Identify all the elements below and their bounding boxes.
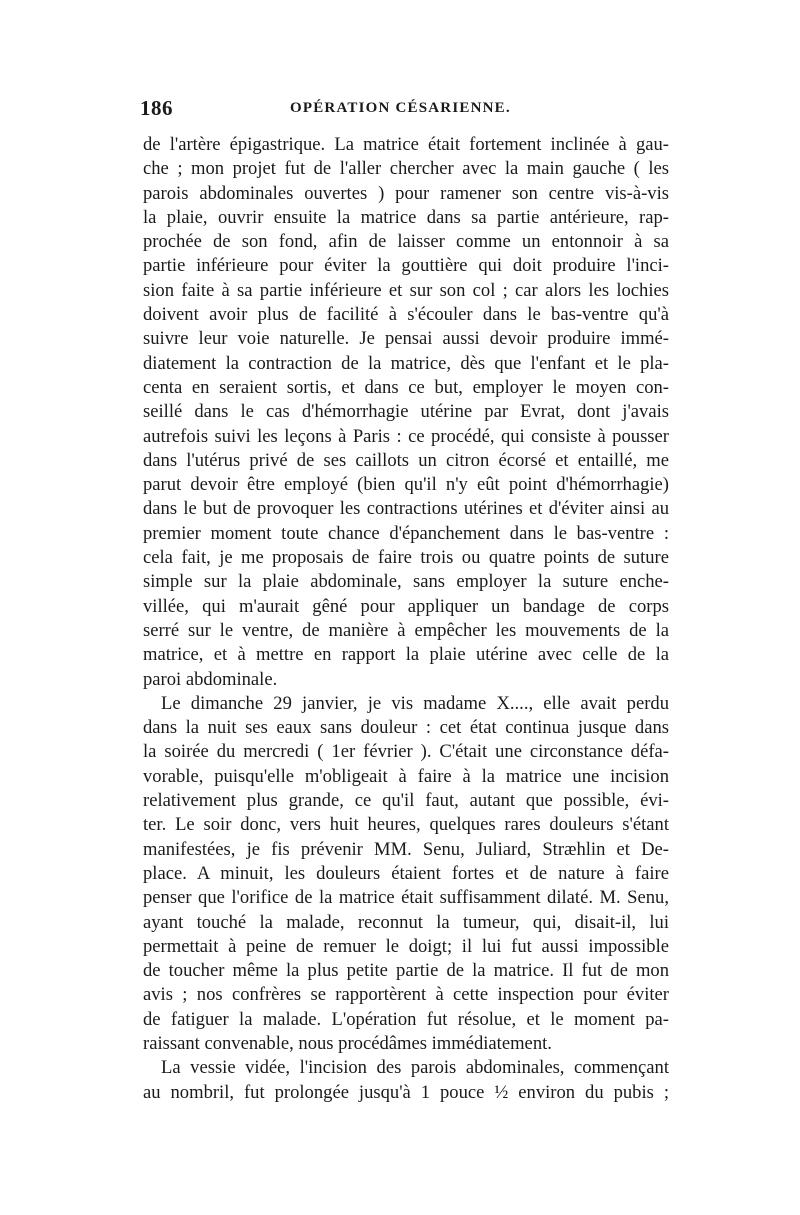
text-line: la plaie, ouvrir ensuite la matrice dans sa partie antérieure, rap- [143,206,669,228]
text-line: la soirée du mercredi ( 1er février ). C'était une circonstance défa- [143,741,669,763]
text-line: autrefois suivi les leçons à Paris : ce procédé, qui consiste à pousser [143,425,669,447]
text-line: parois abdominales ouvertes ) pour ramener son centre vis-à-vis [143,182,669,204]
text-line: avis ; nos confrères se rapportèrent à cette inspection pour éviter [143,984,669,1006]
text-line: vorable, puisqu'elle m'obligeait à faire à la matrice une incision [143,765,669,787]
text-line: che ; mon projet fut de l'aller chercher avec la main gauche ( les [143,158,669,180]
paragraph-end-line: paroi abdominale. [143,668,278,690]
body-text [143,133,669,1105]
text-line: cela fait, je me proposais de faire trois ou quatre points de suture [143,547,669,569]
text-line: seillé dans le cas d'hémorrhagie utérine par Evrat, dont j'avais [143,401,669,423]
running-title: OPÉRATION CÉSARIENNE. [290,100,511,116]
text-line: matrice, et à mettre en rapport la plaie utérine avec celle de la [143,644,669,666]
text-line: dans la nuit ses eaux sans douleur : cet état continua jusque dans [143,717,669,739]
paragraph-end-line: raissant convenable, nous procédâmes immédiatement. [143,1032,552,1054]
text-line: simple sur la plaie abdominale, sans employer la suture enche- [143,571,669,593]
text-line: diatement la contraction de la matrice, dès que l'enfant et le pla- [143,352,669,374]
text-line: sion faite à sa partie inférieure et sur son col ; car alors les lochies [143,279,669,301]
text-line: penser que l'orifice de la matrice était suffisamment dilaté. M. Senu, [143,887,669,909]
paragraph-start-line: Le dimanche 29 janvier, je vis madame X...., elle avait perdu [161,692,669,714]
text-line: suivre leur voie naturelle. Je pensai aussi devoir produire immé- [143,328,669,350]
text-line: au nombril, fut prolongée jusqu'à 1 pouce ½ environ du pubis ; [143,1081,669,1103]
text-line: doivent avoir plus de facilité à s'écouler dans le bas-ventre qu'à [143,304,669,326]
text-line: prochée de son fond, afin de laisser comme un entonnoir à sa [143,231,669,253]
text-line: villée, qui m'aurait gêné pour appliquer un bandage de corps [143,595,669,617]
text-line: centa en seraient sortis, et dans ce but, employer le moyen con- [143,376,669,398]
text-line: permettait à peine de remuer le doigt; il lui fut aussi impossible [143,935,669,957]
text-line: de fatiguer la malade. L'opération fut résolue, et le moment pa- [143,1008,669,1030]
text-line: de l'artère épigastrique. La matrice était fortement inclinée à gau- [143,134,669,155]
text-line: premier moment toute chance d'épanchement dans le bas-ventre : [143,522,669,544]
text-line: place. A minuit, les douleurs étaient fortes et de nature à faire [143,862,669,884]
text-line: parut devoir être employé (bien qu'il n'y eût point d'hémorrhagie) [143,474,669,496]
page-header [140,96,670,126]
text-line: serré sur le ventre, de manière à empêcher les mouvements de la [143,619,669,641]
text-line: ayant touché la malade, reconnut la tumeur, qui, disait-il, lui [143,911,669,933]
text-line: partie inférieure pour éviter la gouttière qui doit produire l'inci- [143,255,669,277]
text-line: ter. Le soir donc, vers huit heures, quelques rares douleurs s'étant [143,814,669,836]
text-line: relativement plus grande, ce qu'il faut, autant que possible, évi- [143,790,669,812]
text-line: dans l'utérus privé de ses caillots un citron écorsé et entaillé, me [143,449,669,471]
paragraph-start-line: La vessie vidée, l'incision des parois abdominales, commençant [161,1057,669,1079]
page-number: 186 [140,96,173,120]
text-line: manifestées, je fis prévenir MM. Senu, Juliard, Stræhlin et De- [143,838,669,860]
text-line: de toucher même la plus petite partie de la matrice. Il fut de mon [143,960,669,982]
text-line: dans le but de provoquer les contractions utérines et d'éviter ainsi au [143,498,669,520]
